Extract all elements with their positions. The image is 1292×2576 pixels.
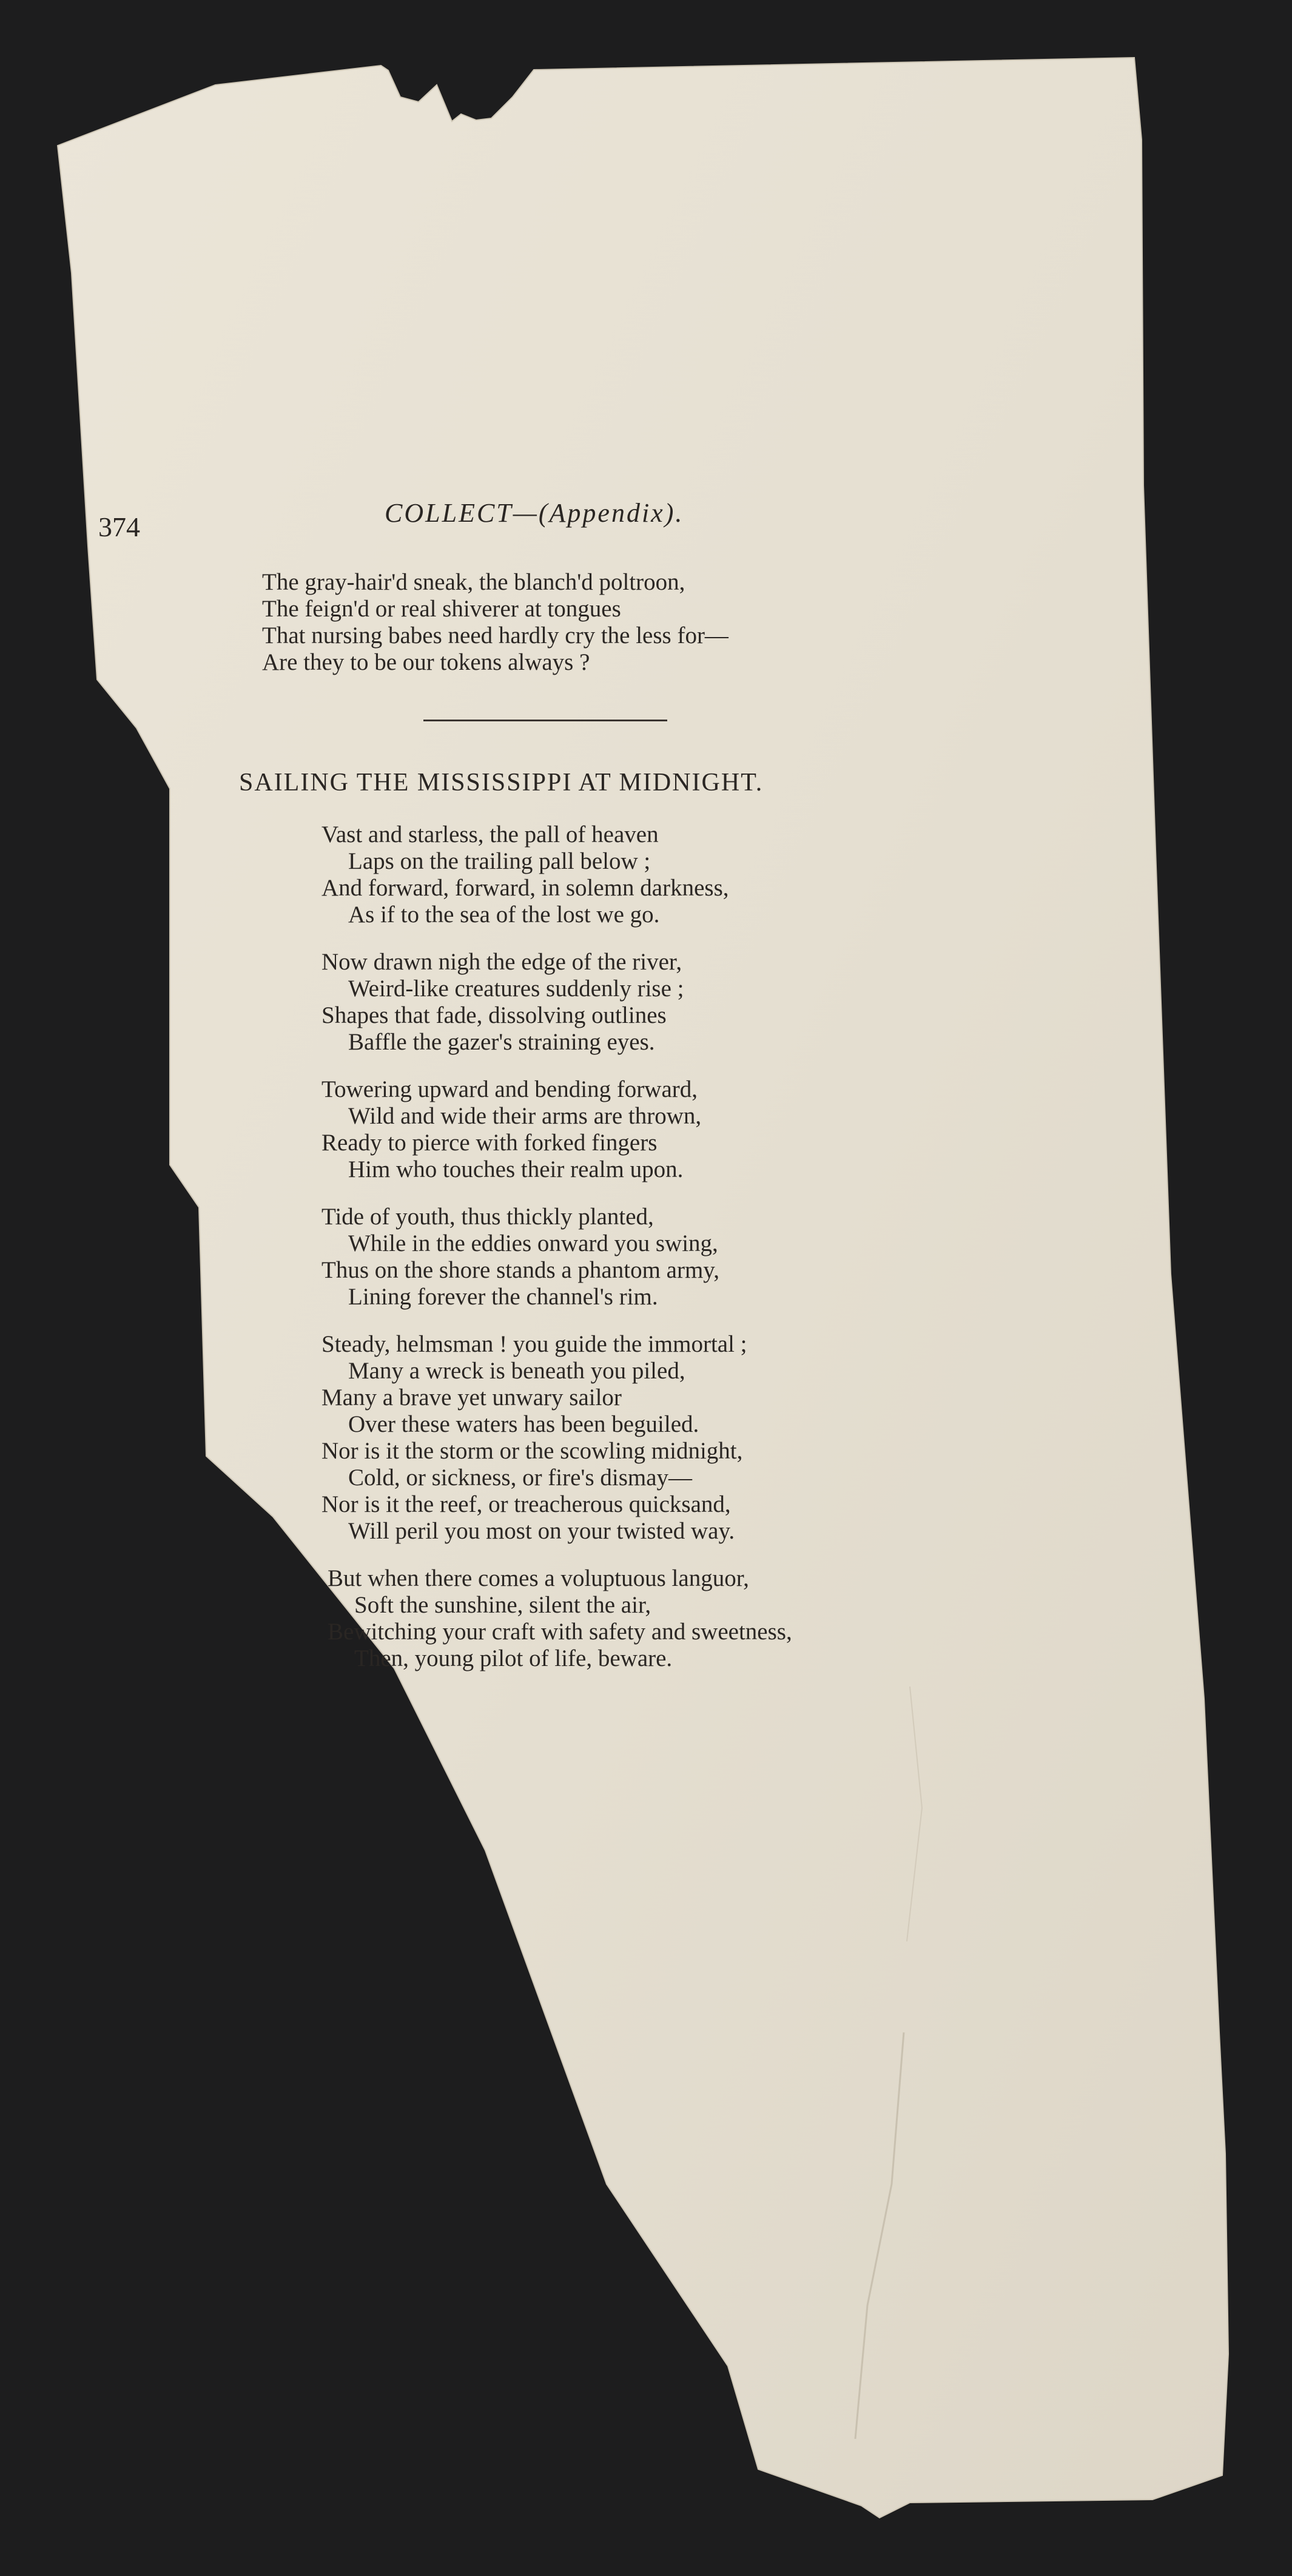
poem-line: And forward, forward, in solemn darkness, [321,875,729,901]
poem-line: Soft the sunshine, silent the air, [354,1592,651,1618]
poem-line: Will peril you most on your twisted way. [348,1518,735,1544]
poem-line: Now drawn nigh the edge of the river, [321,949,682,975]
stanza-top-line: Are they to be our tokens always ? [262,649,590,675]
poem-line: Cold, or sickness, or fire's dismay— [348,1465,693,1491]
poem-line: Shapes that fade, dissolving outlines [321,1002,667,1028]
poem-line: Many a brave yet unwary sailor [321,1384,622,1411]
poem-line: Then, young pilot of life, beware. [354,1645,673,1671]
poem-line: As if to the sea of the lost we go. [348,902,660,928]
poem-line: Weird-like creatures suddenly rise ; [348,976,684,1002]
poem-line: Baffle the gazer's straining eyes. [348,1029,655,1055]
poem-line: But when there comes a voluptuous languor, [328,1565,749,1591]
poem-line: Thus on the shore stands a phantom army, [321,1257,720,1283]
poem-line: Nor is it the reef, or treacherous quicksand, [321,1491,731,1517]
poem-line: Ready to pierce with forked fingers [321,1130,658,1156]
poem-line: Him who touches their realm upon. [348,1156,684,1182]
poem-line: While in the eddies onward you swing, [348,1230,718,1256]
poem-line: Steady, helmsman ! you guide the immortal ; [321,1331,747,1357]
stanza-top-line: The feign'd or real shiverer at tongues [262,596,621,622]
poem-title: SAILING THE MISSISSIPPI AT MIDNIGHT. [239,769,764,797]
poem-line: Nor is it the storm or the scowling midnight, [321,1438,743,1464]
poem-line: Tide of youth, thus thickly planted, [321,1204,654,1230]
poem-line: Over these waters has been beguiled. [348,1411,699,1437]
poem-line: Vast and starless, the pall of heaven [321,821,659,848]
poem-line: Laps on the trailing pall below ; [348,848,651,874]
page-number: 374 [98,511,140,542]
stanza-top-line: The gray-hair'd sneak, the blanch'd poltroon, [262,569,685,595]
poem-line: Wild and wide their arms are thrown, [348,1103,702,1129]
poem-line: Towering upward and bending forward, [321,1076,698,1102]
running-head: COLLECT—(Appendix). [385,498,684,528]
section-rule [423,720,667,721]
stanza-top-line: That nursing babes need hardly cry the less for— [262,622,728,649]
poem-line: Lining forever the channel's rim. [348,1284,658,1310]
poem-line: Many a wreck is beneath you piled, [348,1358,685,1384]
poem-line: Bewitching your craft with safety and sweetness, [328,1619,792,1645]
